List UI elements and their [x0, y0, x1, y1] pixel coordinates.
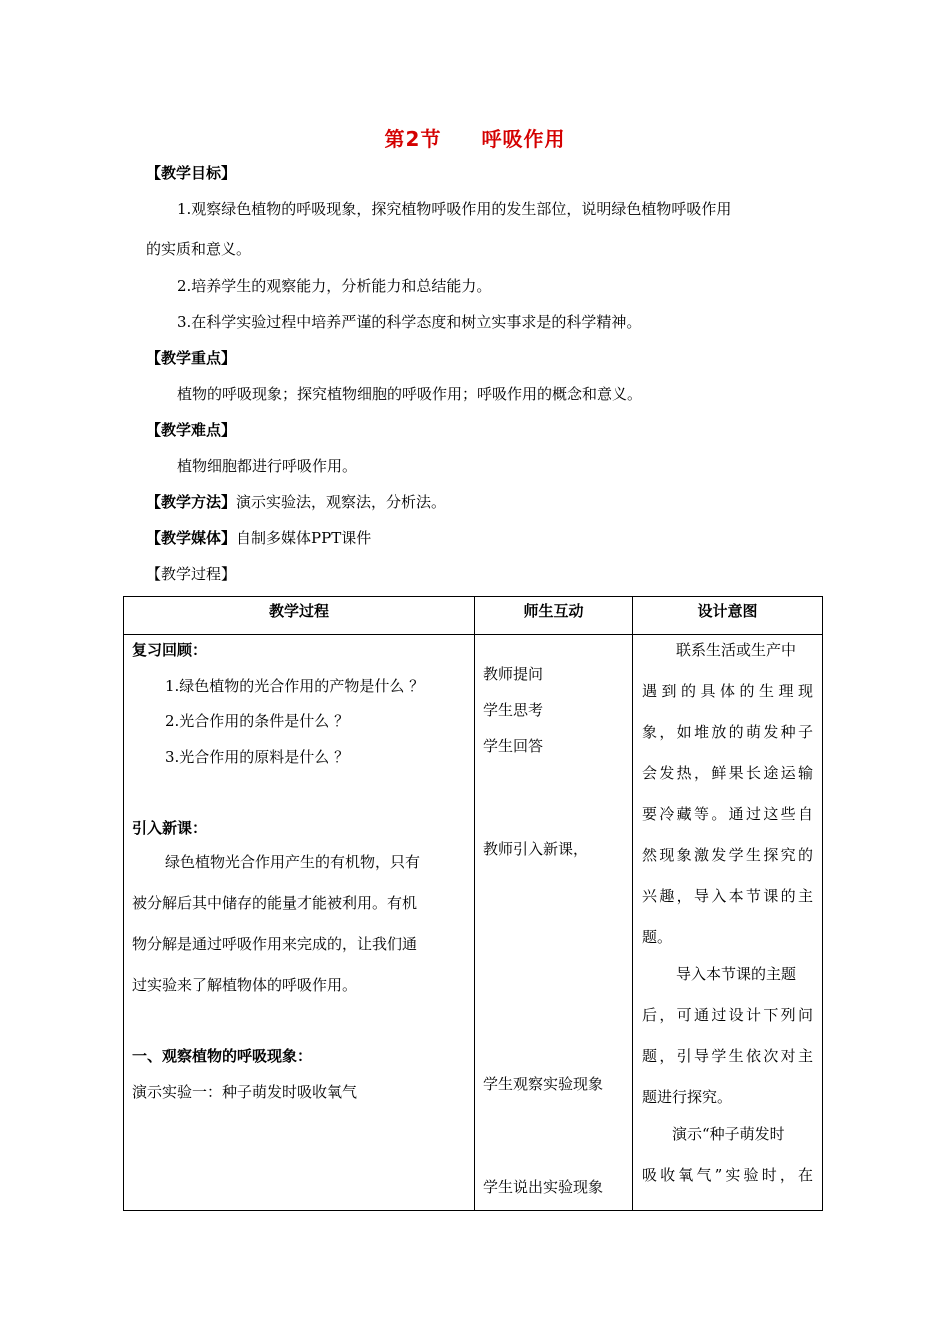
methods-line — [146, 492, 446, 512]
interaction-2: 学生思考 — [483, 701, 544, 719]
page-title — [0, 123, 950, 152]
intent-line-9: 导入本节课的主题 — [676, 965, 797, 983]
objective-1-line-2: 的实质和意义。 — [146, 240, 252, 258]
review-question-1: 1.绿色植物的光合作用的产物是什么 ？ — [165, 677, 425, 695]
media-heading: 【教学媒体】 — [146, 529, 237, 547]
difficulties-heading: 【教学难点】 — [146, 421, 237, 439]
intro-line-2: 被分解后其中储存的能量才能被利用。有机 — [132, 894, 418, 912]
table-divider-1 — [474, 596, 475, 1211]
table-border-top — [123, 596, 823, 597]
intent-line-12: 题进行探究。 — [642, 1088, 733, 1106]
table-divider-2 — [632, 596, 633, 1211]
intent-line-8: 题。 — [642, 928, 673, 946]
intent-line-14: 吸收氧气”实验时，在 — [642, 1166, 813, 1184]
header-design-intent: 设计意图 — [697, 602, 758, 620]
process-heading: 【教学过程】 — [146, 565, 237, 583]
objective-1-line-1: 1.观察绿色植物的呼吸现象，探究植物呼吸作用的发生部位，说明绿色植物呼吸作用 — [177, 200, 732, 218]
part1-heading: 一、观察植物的呼吸现象： — [132, 1047, 313, 1065]
intro-heading: 引入新课： — [132, 819, 208, 837]
table-border-left — [123, 596, 124, 1211]
objective-3: 3.在科学实验过程中培养严谨的科学态度和树立实事求是的科学精神。 — [177, 313, 642, 331]
objective-2: 2.培养学生的观察能力，分析能力和总结能力。 — [177, 277, 492, 295]
key-points-heading: 【教学重点】 — [146, 349, 237, 367]
intro-line-1: 绿色植物光合作用产生的有机物，只有 — [165, 853, 421, 871]
table-border-header — [123, 634, 823, 635]
header-teaching-process: 教学过程 — [268, 602, 329, 620]
interaction-5: 学生观察实验现象 — [483, 1075, 604, 1093]
header-interaction: 师生互动 — [523, 602, 584, 620]
review-question-2: 2.光合作用的条件是什么 ？ — [165, 712, 350, 730]
review-heading: 复习回顾： — [132, 641, 208, 659]
methods-heading: 【教学方法】 — [146, 493, 237, 511]
interaction-1: 教师提问 — [483, 665, 544, 683]
methods-text: 演示实验法，观察法，分析法。 — [236, 493, 447, 511]
intent-line-10: 后，可通过设计下列问 — [642, 1006, 813, 1024]
media-text: 自制多媒体PPT课件 — [236, 529, 372, 547]
difficulties-text: 植物细胞都进行呼吸作用。 — [177, 457, 358, 475]
intent-line-13: 演示“种子萌发时 — [672, 1125, 785, 1143]
intent-line-1: 联系生活或生产中 — [676, 641, 797, 659]
intent-line-3: 象，如堆放的萌发种子 — [642, 723, 813, 741]
interaction-4: 教师引入新课， — [483, 840, 589, 858]
key-points-text: 植物的呼吸现象；探究植物细胞的呼吸作用；呼吸作用的概念和意义。 — [177, 385, 643, 403]
review-question-3: 3.光合作用的原料是什么 ？ — [165, 748, 350, 766]
section-topic: 呼吸作用 — [481, 127, 566, 151]
intro-line-3: 物分解是通过呼吸作用来完成的，让我们通 — [132, 935, 418, 953]
intro-line-4: 过实验来了解植物体的呼吸作用。 — [132, 976, 358, 994]
demo-experiment-1: 演示实验一：种子萌发时吸收氧气 — [132, 1083, 358, 1101]
table-border-bottom — [123, 1210, 823, 1211]
intent-line-4: 会发热，鲜果长途运输 — [642, 764, 813, 782]
media-line — [146, 528, 371, 548]
intent-line-11: 题，引导学生依次对主 — [642, 1047, 813, 1065]
objectives-heading: 【教学目标】 — [146, 164, 237, 182]
intent-line-5: 要冷藏等。通过这些自 — [642, 805, 813, 823]
intent-line-2: 遇到的具体的生理现 — [642, 682, 813, 700]
table-border-right — [822, 596, 823, 1211]
intent-line-6: 然现象激发学生探究的 — [642, 846, 813, 864]
interaction-6: 学生说出实验现象 — [483, 1178, 604, 1196]
section-number: 第2节 — [384, 127, 442, 151]
intent-line-7: 兴趣，导入本节课的主 — [642, 887, 813, 905]
interaction-3: 学生回答 — [483, 737, 544, 755]
